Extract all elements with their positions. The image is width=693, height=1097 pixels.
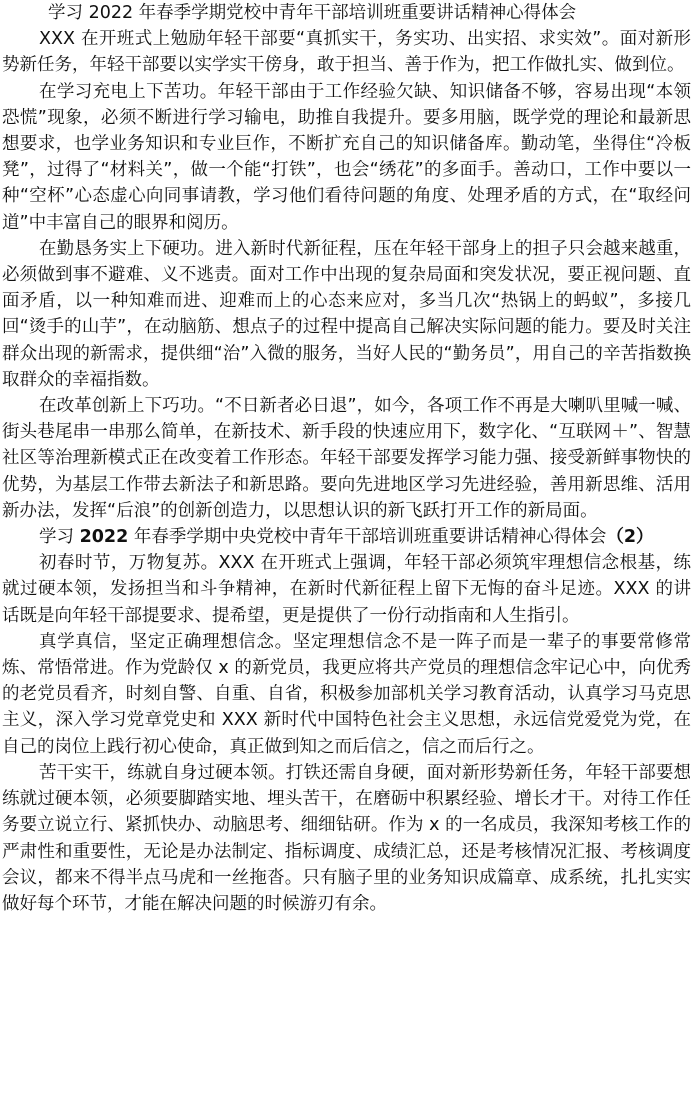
- article-2-paragraph-3: 苦干实干，练就自身过硬本领。打铁还需自身硬，面对新形势新任务，年轻干部要想练就过硬本领，必须要脚踏实地、埋头苦干，在磨砺中积累经验、增长才干。对待工作任务要立说立行、紧抓快办、动脑思考、细细钻研。作为 x 的一名成员，我深知考核工作的严肃性和重要性，无论是办法制定、指标调度、成绩汇总，还是考核情况汇报、考核调度会议，都来不得半点马虎和一丝拖沓。只有脑子里的业务知识成篇章、成系统，扎扎实实做好每个环节，才能在解决问题的时候游刃有余。: [2, 762, 691, 914]
- article-2-title-main: 年春季学期中央党校中青年干部培训班重要讲话精神心得体会: [128, 527, 607, 548]
- article-2-title: [2, 524, 691, 550]
- article-2-title-suffix: （2）: [606, 527, 654, 548]
- article-1-paragraph-2: 在学习充电上下苦功。年轻干部由于工作经验欠缺、知识储备不够，容易出现“本领恐慌”现象，必须不断进行学习输电，助推自我提升。要多用脑，既学党的理论和最新思想要求，也学业务知识和专业巨作，不断扩充自己的知识储备库。勤动笔，坐得住“冷板凳”，过得了“材料关”，做一个能“打铁”，也会“绣花”的多面手。善动口，工作中要以一种“空杯”心态虚心向同事请教，学习他们看待问题的角度、处理矛盾的方式，在“取经问道”中丰富自己的眼界和阅历。: [2, 81, 691, 233]
- article-2-paragraph-1: 初春时节，万物复苏。XXX 在开班式上强调，年轻干部必须筑牢理想信念根基，练就过硬本领，发扬担当和斗争精神，在新时代新征程上留下无悔的奋斗足迹。XXX 的讲话既是向年轻干部提要求、提希望，更是提供了一份行动指南和人生指引。: [2, 553, 691, 626]
- article-2-paragraph-2: 真学真信，坚定正确理想信念。坚定理想信念不是一阵子而是一辈子的事要常修常炼、常悟常进。作为党龄仅 x 的新党员，我更应将共产党员的理想信念牢记心中，向优秀的老党员看齐，时刻自警、自重、自省，积极参加部机关学习教育活动，认真学习马克思主义，深入学习党章党史和 XXX 新时代中国特色社会主义思想，永远信党爱党为党，在自己的岗位上践行初心使命，真正做到知之而后信之，信之而后行之。: [2, 631, 691, 757]
- article-1-paragraph-1: XXX 在开班式上勉励年轻干部要“真抓实干，务实功、出实招、求实效”。面对新形势新任务，年轻干部要以实学实干傍身，敢于担当、善于作为，把工作做扎实、做到位。: [2, 29, 691, 76]
- article-2-title-year: 2022: [79, 527, 129, 548]
- article-1-paragraph-4: 在改革创新上下巧功。“不日新者必日退”，如今，各项工作不再是大喇叭里喊一喊、街头巷尾串一串那么简单，在新技术、新手段的快速应用下，数字化、“互联网＋”、智慧社区等治理新模式正在改变着工作形态。年轻干部要发挥学习能力强、接受新鲜事物快的优势，为基层工作带去新法子和新思路。要向先进地区学习先进经验，善用新思维、活用新办法，发挥“后浪”的创新创造力，以思想认识的新飞跃打开工作的新局面。: [2, 396, 691, 521]
- article-2-title-prefix: 学习: [39, 527, 80, 548]
- article-1-paragraph-3: 在勤恳务实上下硬功。进入新时代新征程，压在年轻干部身上的担子只会越来越重，必须做到事不避难、义不逃责。面对工作中出现的复杂局面和突发状况，要正视问题、直面矛盾，以一种知难而进、迎难而上的心态来应对，多当几次“热锅上的蚂蚁”，多接几回“烫手的山芋”，在动脑筋、想点子的过程中提高自己解决实际问题的能力。要及时关注群众出现的新需求，提供细“治”入微的服务，当好人民的“勤务员”，用自己的辛苦指数换取群众的幸福指数。: [2, 238, 691, 390]
- article-1-title: 学习 2022 年春季学期党校中青年干部培训班重要讲话精神心得体会: [48, 3, 577, 23]
